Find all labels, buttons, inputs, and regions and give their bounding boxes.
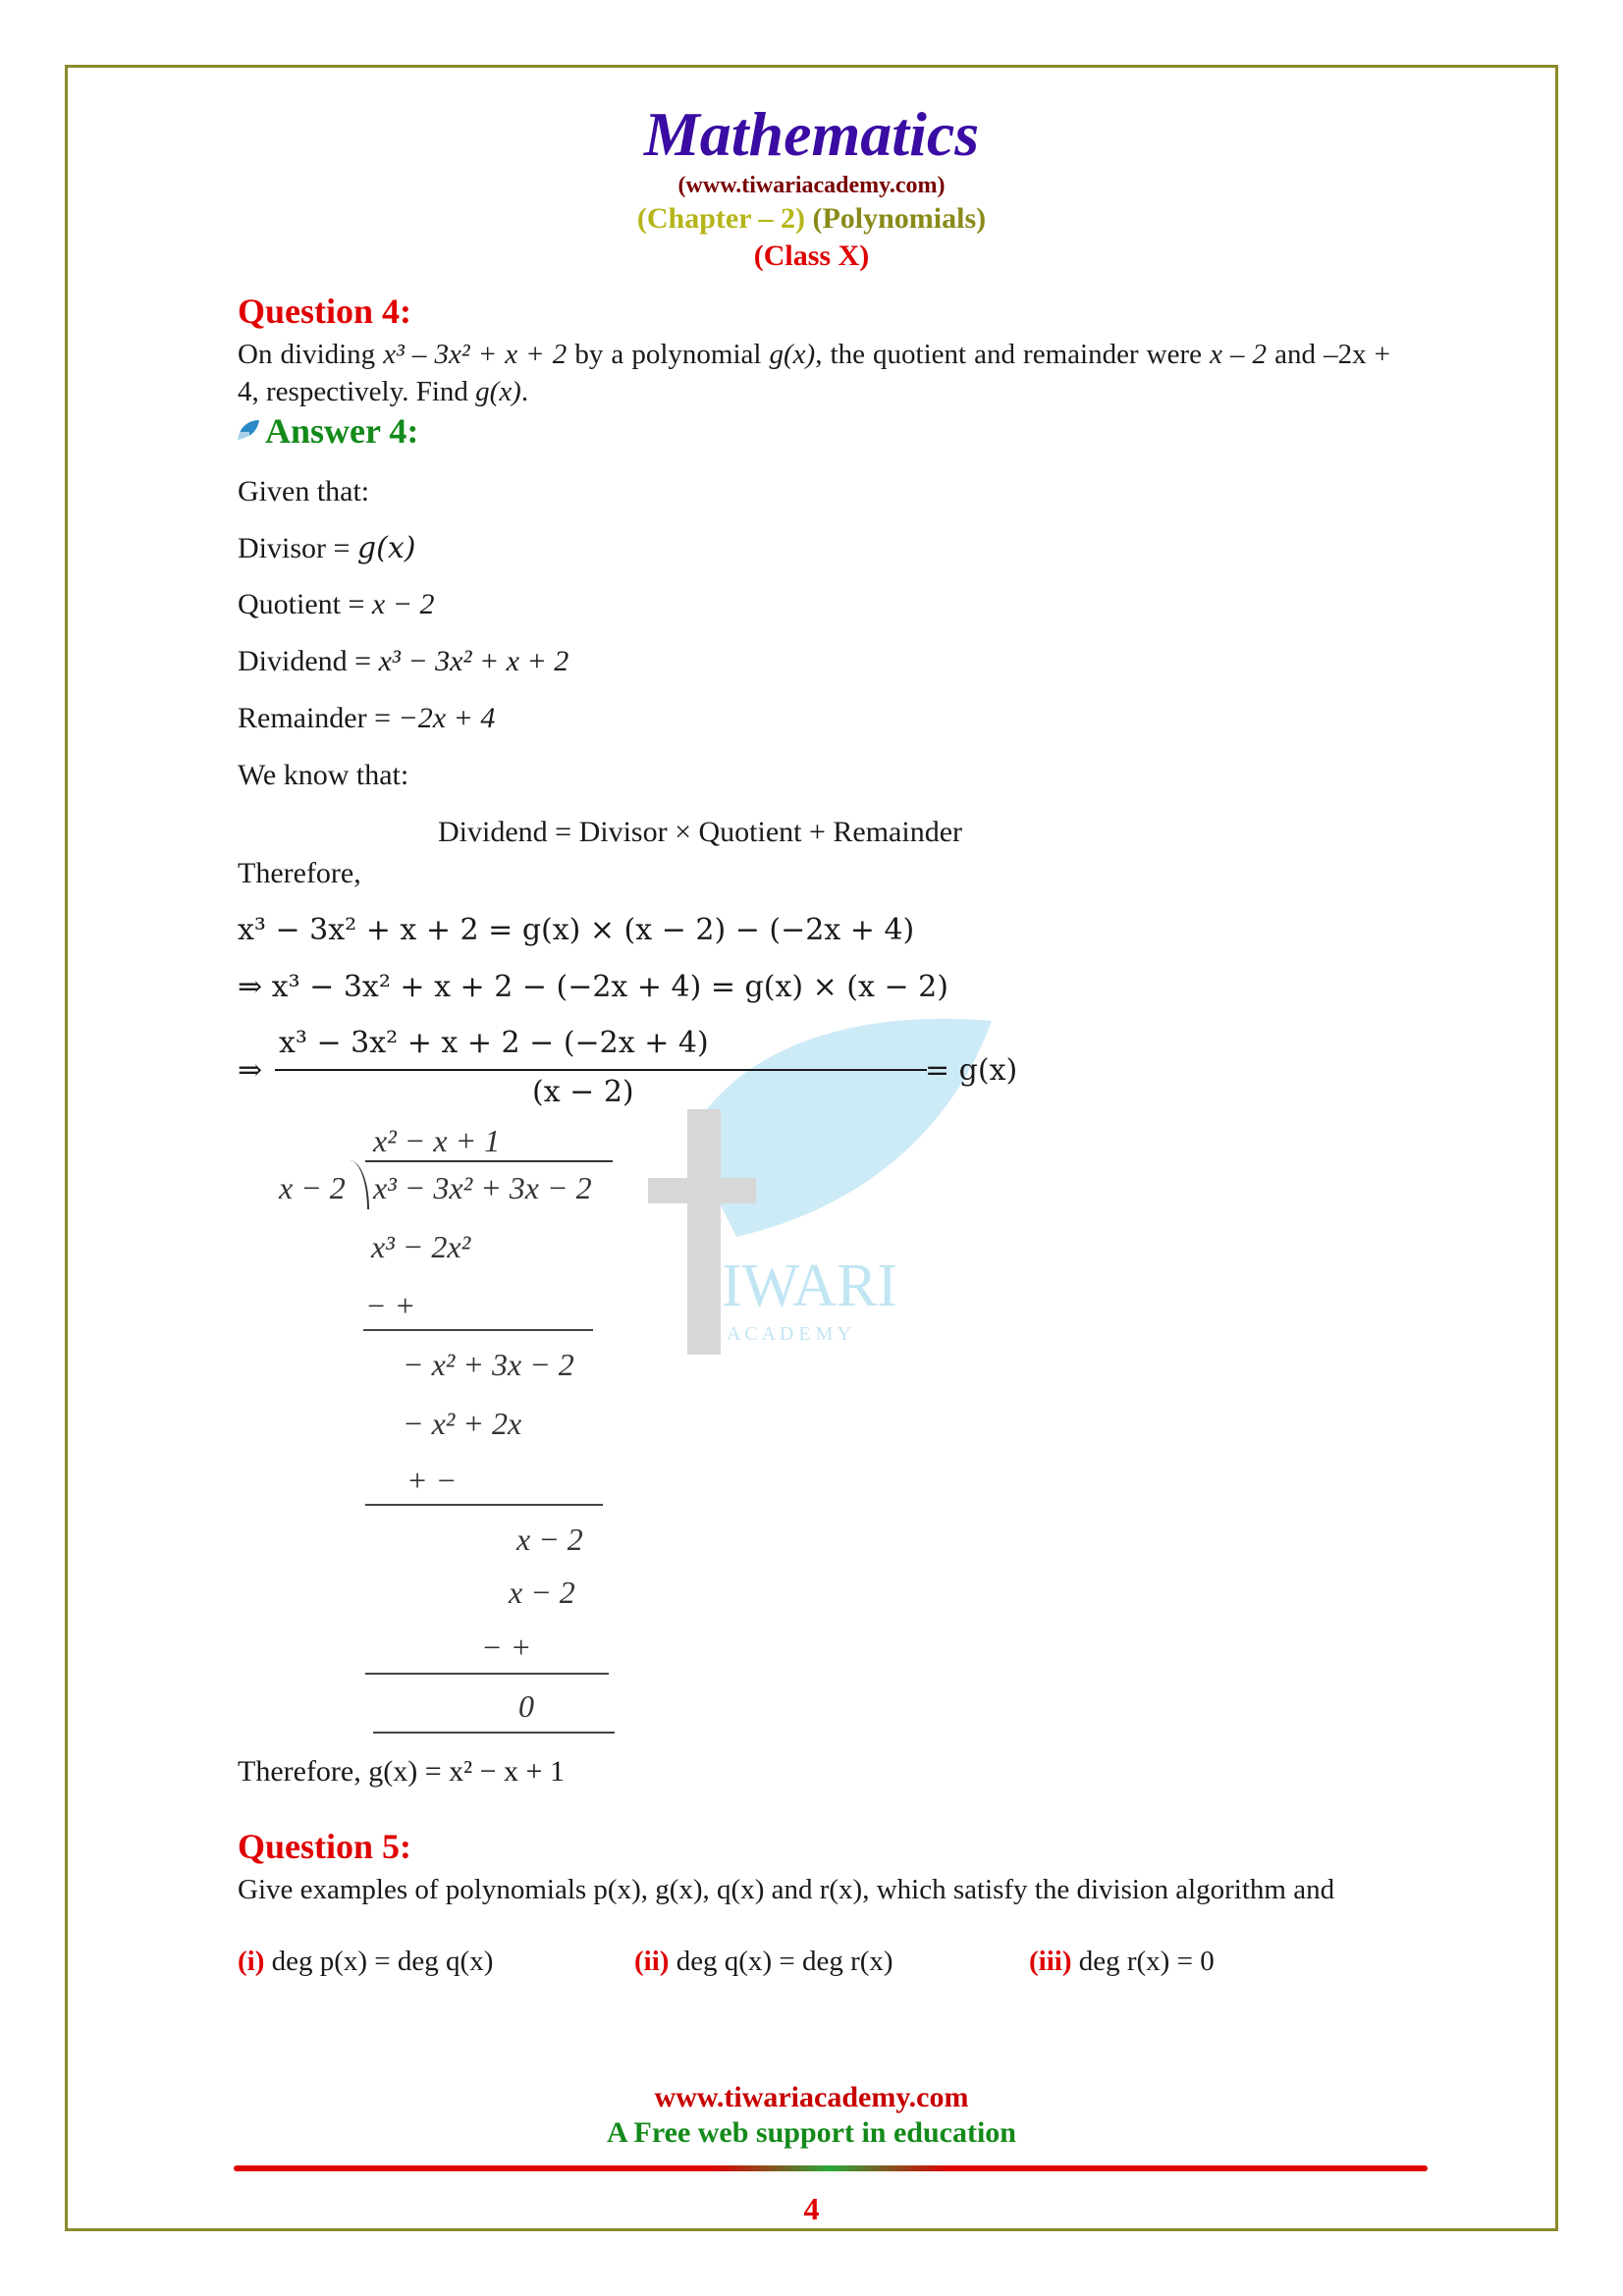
q5-part-i: (i) deg p(x) = deg q(x) (238, 1946, 494, 1977)
division-rule-2 (365, 1504, 603, 1506)
question-4-heading: Question 4: (238, 292, 412, 331)
fraction-denominator: (x − 2) (532, 1075, 634, 1109)
watermark-big: IWARI (722, 1253, 898, 1319)
division-sign-2: + − (406, 1463, 458, 1498)
question-5-text: Give examples of polynomials p(x), g(x), q(x) and r(x), which satisfy the division algorithm and (238, 1874, 1335, 1905)
division-rule-1 (363, 1329, 593, 1331)
fraction-rhs: = g(x) (925, 1053, 1018, 1088)
header-class: (Class X) (753, 240, 870, 272)
division-divisor: x − 2 (279, 1170, 346, 1205)
topic-label: (Polynomials) (812, 202, 987, 235)
result-line: Therefore, g(x) = x² − x + 1 (238, 1755, 565, 1788)
division-remainder-2: x − 2 (516, 1522, 583, 1557)
division-sign-1: − + (365, 1288, 416, 1323)
division-dividend: x³ − 3x² + 3x − 2 (373, 1170, 592, 1205)
formula-line: Dividend = Divisor × Quotient + Remainder (438, 816, 963, 848)
question-4-text: On dividing x³ – 3x² + x + 2 by a polynomial g(x), the quotient and remainder were x – 2 and –2x + 4, respectively. Find g(x). (238, 339, 1390, 407)
division-overline (365, 1160, 613, 1162)
know-line: We know that: (238, 759, 409, 791)
division-step-3: x − 2 (509, 1575, 575, 1610)
division-rule-3 (365, 1673, 609, 1675)
header-chapter (0, 202, 1623, 236)
division-remainder-1: − x² + 3x − 2 (403, 1347, 574, 1382)
fraction-bar (275, 1069, 927, 1071)
division-step-1: x³ − 2x² (371, 1229, 471, 1264)
quotient-line: Quotient = x − 2 (238, 588, 435, 620)
division-remainder-final: 0 (518, 1688, 534, 1724)
therefore-line: Therefore, (238, 857, 361, 889)
question-5-heading: Question 5: (238, 1827, 412, 1866)
equation-2: ⇒ x³ − 3x² + x + 2 − (−2x + 4) = g(x) × (x − 2) (238, 970, 948, 1004)
footer-rule (234, 2165, 1428, 2171)
footer-site-link[interactable]: www.tiwariacademy.com (654, 2081, 969, 2113)
q5-part-ii: (ii) deg q(x) = deg r(x) (634, 1946, 893, 1977)
division-sign-3: − + (481, 1629, 532, 1665)
division-step-2: − x² + 2x (403, 1406, 522, 1441)
implies-arrow: ⇒ (238, 1053, 263, 1088)
page-title: Mathematics (643, 99, 980, 169)
division-quotient: x² − x + 1 (373, 1123, 501, 1158)
page-number: 4 (803, 2191, 820, 2226)
dividend-line: Dividend = x³ − 3x² + x + 2 (238, 645, 569, 677)
watermark-small: A C A D E M Y (727, 1323, 852, 1345)
footer-tagline: A Free web support in education (607, 2116, 1016, 2149)
equation-1: x³ − 3x² + x + 2 = g(x) × (x − 2) − (−2x + 4) (238, 913, 915, 947)
remainder-line: Remainder = −2x + 4 (238, 702, 496, 734)
chapter-label: (Chapter – 2) (636, 202, 805, 235)
header-site: (www.tiwariacademy.com) (677, 173, 946, 198)
divisor-line: Divisor = g(x) (238, 531, 416, 565)
fraction-numerator: x³ − 3x² + x + 2 − (−2x + 4) (279, 1026, 709, 1060)
leaf-logo-icon (236, 418, 261, 444)
q5-part-iii: (iii) deg r(x) = 0 (1029, 1946, 1215, 1977)
given-line: Given that: (238, 475, 370, 507)
division-rule-4 (373, 1732, 615, 1734)
answer-4-heading: Answer 4: (236, 410, 418, 452)
